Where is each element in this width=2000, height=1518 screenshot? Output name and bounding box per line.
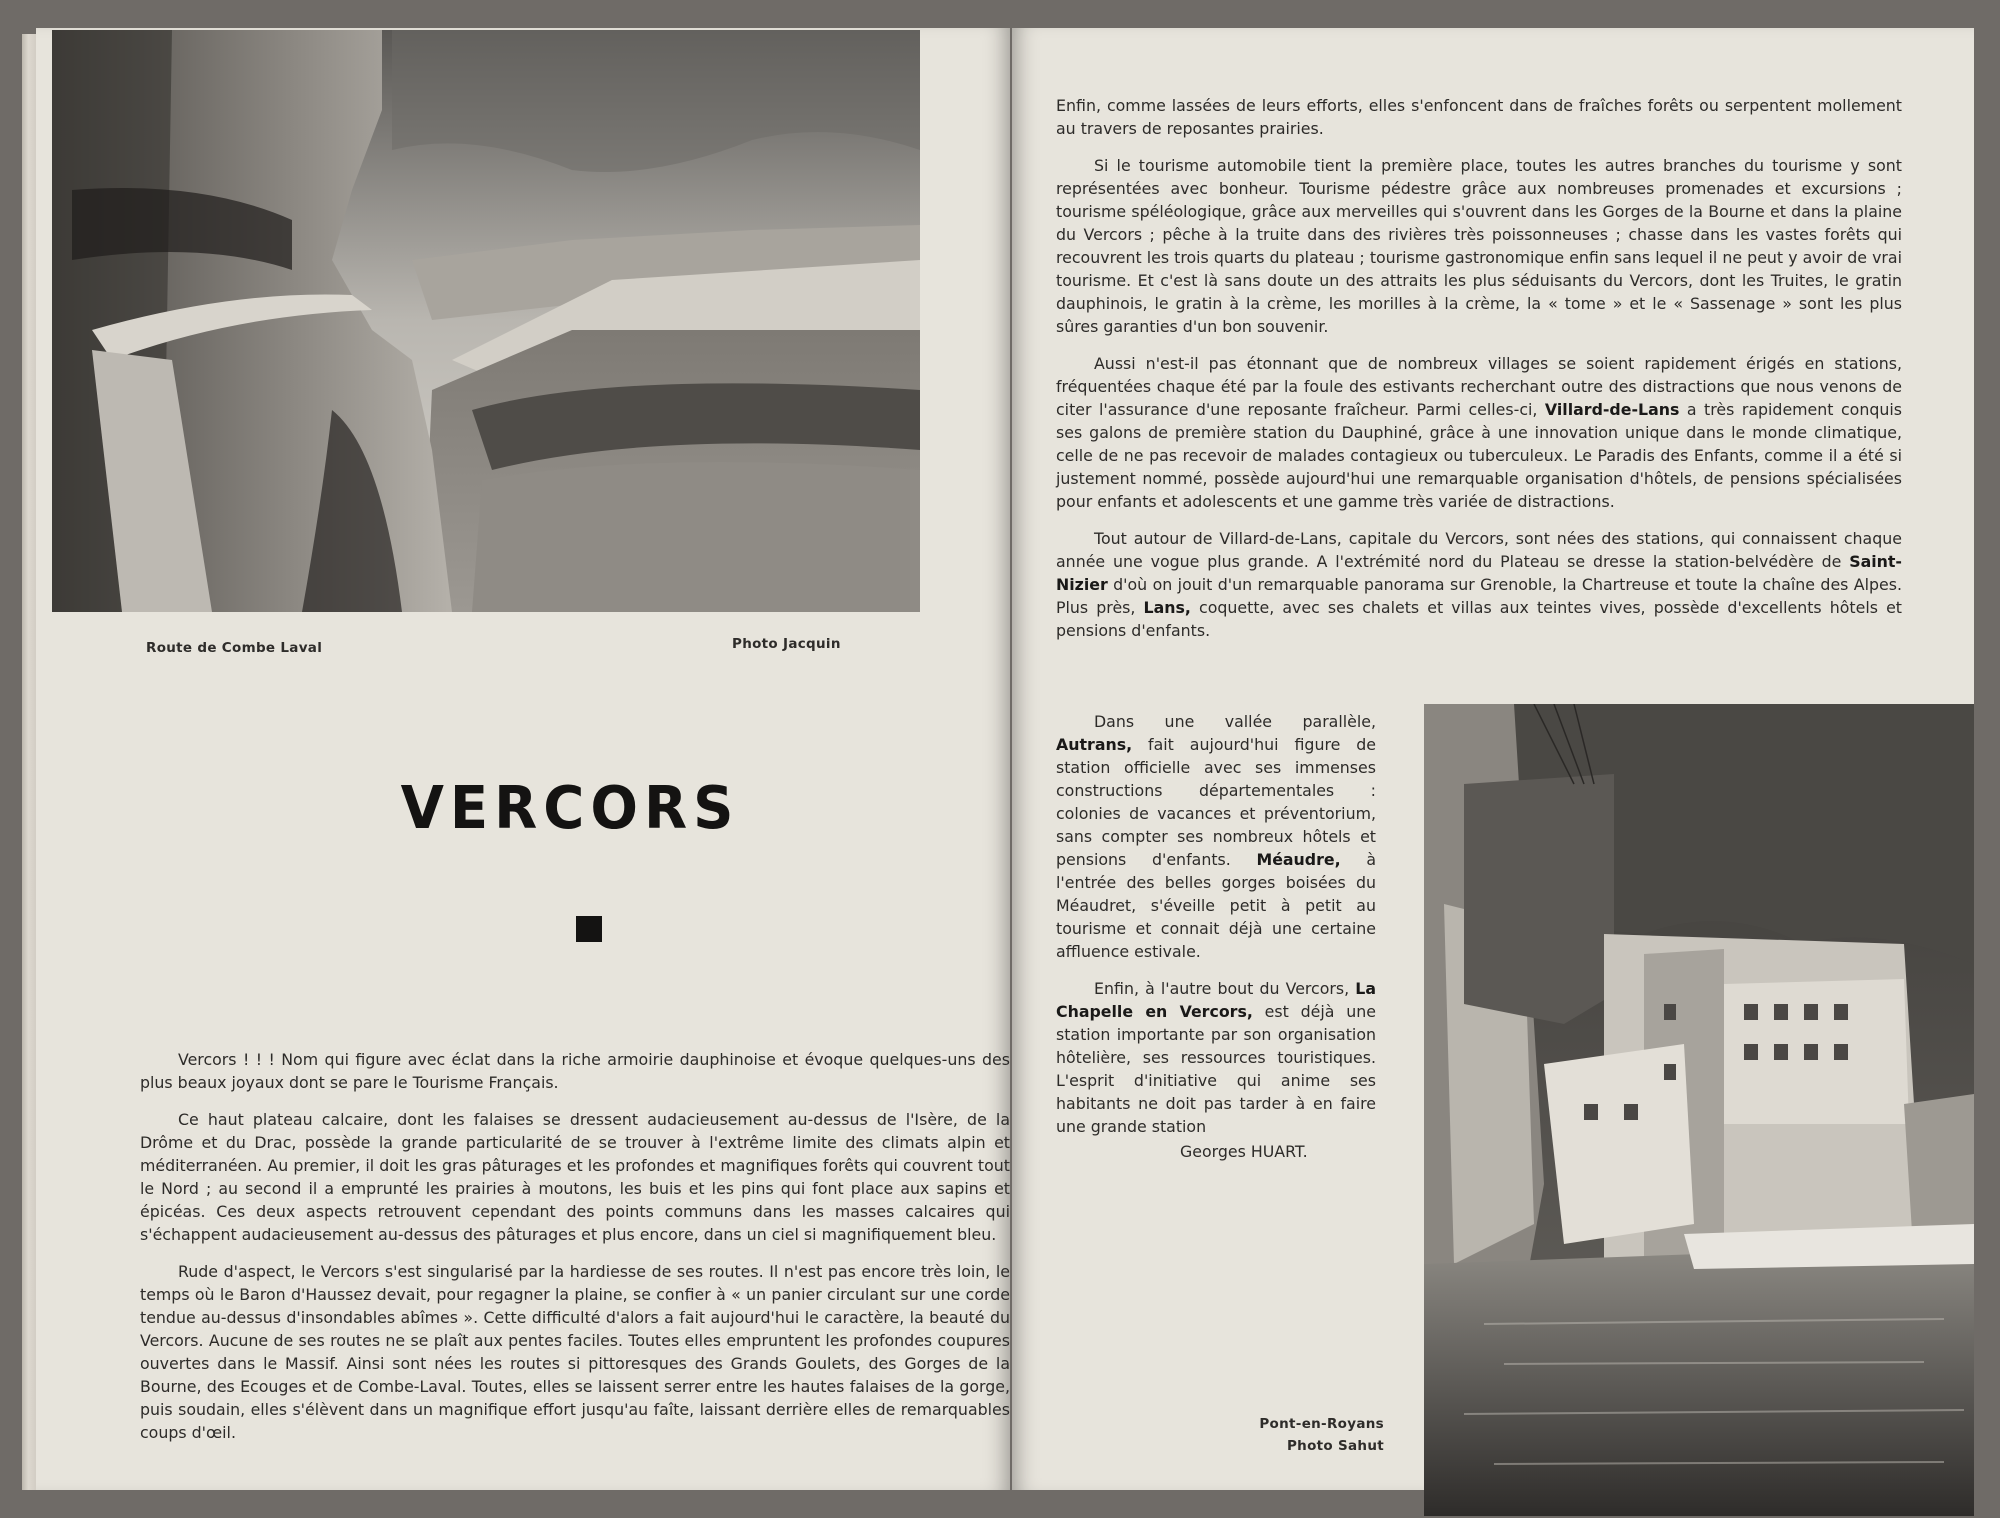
photo-caption-pont-en-royans: Pont-en-Royans [1259, 1416, 1384, 1432]
right-paragraph-5 [1056, 710, 1376, 963]
p5-text-e: à l'entrée des belles gorges boisées du Méaudret, s'éveille petit à petit au tourisme et connait déjà une certaine affluence estivale. [1056, 850, 1376, 961]
saint-nizier-name: Saint-Nizier [1056, 552, 1902, 594]
p4-text-a: Tout autour de Villard-de-Lans, capitale du Vercors, sont nées des stations, qui connaissent chaque année une vogue plus grande. A l'extrémité nord du Plateau se dresse la station-belvédère de [1056, 529, 1902, 571]
right-column-text [1056, 710, 1376, 1152]
photo-pont-en-royans [1424, 704, 1974, 1516]
p3-text-c: a très rapidement conquis ses galons de première station du Dauphiné, grâce à une innovation unique dans le monde climatique, celle de ne pas recevoir de malades contagieux ou tuberculeux. Le Paradis des Enfants, comme il a été si justement nommé, possède aujourd'hui une remarquable organisation d'hôtels, de pensions spécialisées pour enfants et adolescents et une gamme très variée de distractions. [1056, 400, 1902, 511]
lans-name: Lans, [1143, 598, 1191, 617]
right-paragraph-1: Enfin, comme lassées de leurs efforts, elles s'enfoncent dans de fraîches forêts ou serpentent mollement au travers de reposantes prairies. [1056, 96, 1902, 138]
p6-text-c: est déjà une station importante par son organisation hôtelière, ses ressources touristiques. L'esprit d'initiative qui anime ses habitants ne doit pas tarder à en faire une grande station [1056, 1002, 1376, 1136]
autrans-name: Autrans, [1056, 735, 1133, 754]
decorative-square [576, 916, 602, 942]
photo-credit-sahut: Photo Sahut [1286, 1438, 1384, 1454]
left-body-text [140, 1048, 1010, 1458]
left-paragraph-3: Rude d'aspect, le Vercors s'est singularisé par la hardiesse de ses routes. Il n'est pas encore très loin, le temps où le Baron d'Haussez devait, pour regagner la plaine, se confier à « un panier circulant sur une corde tendue au-dessus d'insondables abîmes ». Cette difficulté d'alors a fait aujourd'hui le caractère, la beauté du Vercors. Aucune de ses routes ne se plaît aux pentes faciles. Toutes elles empruntent les profondes coupures ouvertes dans le Massif. Ainsi sont nées les routes si pittoresques des Grands Goulets, des Gorges de la Bourne, des Ecouges et de Combe-Laval. Toutes, elles se laissent serrer entre les hautes falaises de la gorge, puis soudain, elles s'élèvent dans un magnifique effort jusqu'au faîte, laissant derrière elles de remarquables coups d'œil. [140, 1262, 1010, 1442]
la-chapelle-name: La Chapelle en Vercors, [1056, 979, 1376, 1021]
page-title: VERCORS [400, 774, 740, 843]
villard-de-lans-name: Villard-de-Lans [1544, 400, 1680, 419]
right-page [1012, 28, 1974, 1490]
author-signature: Georges HUART. [1180, 1142, 1308, 1161]
photo-combe-laval-image [52, 30, 920, 612]
right-paragraph-2: Si le tourisme automobile tient la première place, toutes les autres branches du tourisme y sont représentées avec bonheur. Tourisme pédestre grâce aux nombreuses promenades et excursions ; tourisme spéléologique, grâce aux merveilles qui s'ouvrent dans les Gorges de la Bourne et dans la plaine du Vercors ; pêche à la truite dans des rivières très poissonneuses ; chasse dans les vastes forêts qui recouvrent les trois quarts du plateau ; tourisme gastronomique enfin sans lequel il ne peut y avoir de vrai tourisme. Et c'est là sans doute un des attraits les plus séduisants du Vercors, dont les Truites, le gratin dauphinois, le gratin à la crème, les morilles à la crème, la « tome » et le « Sassenage » sont les plus sûres garanties d'un bon souvenir. [1056, 156, 1902, 336]
p4-text-c: d'où on jouit d'un remarquable panorama sur Grenoble, la Chartreuse et toute la chaîne des Alpes. Plus près, [1056, 575, 1902, 617]
p6-text-a: Enfin, à l'autre bout du Vercors, [1094, 979, 1356, 998]
right-paragraph-4 [1056, 527, 1902, 642]
left-paragraph-1: Vercors ! ! ! Nom qui figure avec éclat dans la riche armoirie dauphinoise et évoque quelques-uns des plus beaux joyaux dont se pare le Tourisme Français. [140, 1050, 1010, 1092]
photo-credit-jacquin: Photo Jacquin [732, 636, 841, 652]
p3-text-a: Aussi n'est-il pas étonnant que de nombreux villages se soient rapidement érigés en stations, fréquentées chaque été par la foule des estivants recherchant outre des distractions que nous venons de citer l'assurance d'une reposante fraîcheur. Parmi celles-ci, [1056, 354, 1902, 419]
right-body-text [1056, 94, 1902, 656]
left-paragraph-2: Ce haut plateau calcaire, dont les falaises se dressent audacieusement au-dessus de l'Isère, de la Drôme et du Drac, possède la grande particularité de se trouver à l'extrême limite des climats alpin et méditerranéen. Au premier, il doit les gras pâturages et les profondes et magnifiques forêts qui couvrent tout le Nord ; au second il a emprunté les prairies à moutons, les buis et les pins qui font place aux sapins et épicéas. Ces deux aspects retrouvent cependant des points communs dans les masses calcaires qui s'échappent audacieusement au-dessus des pâturages et plus encore, dans un ciel si magnifiquement bleu. [140, 1110, 1010, 1244]
p5-text-a: Dans une vallée parallèle, [1094, 712, 1376, 731]
photo-pont-en-royans-image [1424, 704, 1974, 1516]
right-paragraph-3 [1056, 352, 1902, 513]
right-paragraph-6 [1056, 977, 1376, 1138]
p5-text-c: fait aujourd'hui figure de station officielle avec ses immenses constructions départementales : colonies de vacances et préventorium, sans compter ses nombreux hôtels et pensions d'enfants. [1056, 735, 1376, 869]
p4-text-e: coquette, avec ses chalets et villas aux teintes vives, possède d'excellents hôtels et pensions d'enfants. [1056, 598, 1902, 640]
photo-combe-laval [52, 30, 920, 612]
left-page [36, 28, 1010, 1490]
meaudre-name: Méaudre, [1256, 850, 1341, 869]
photo-caption-combe-laval: Route de Combe Laval [146, 640, 323, 656]
